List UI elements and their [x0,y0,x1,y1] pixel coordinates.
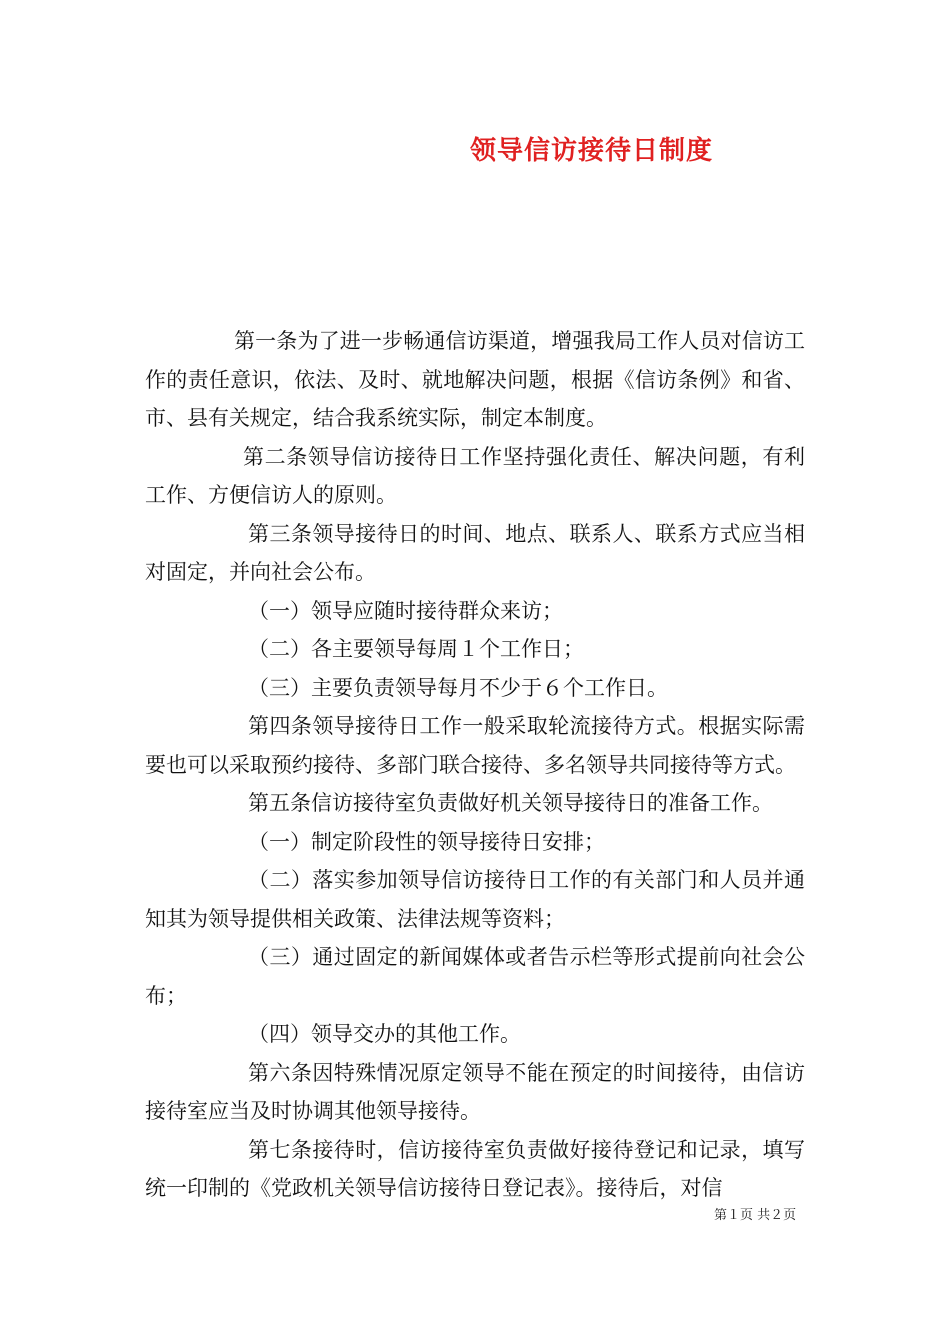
paragraph-article-4: 第四条领导接待日工作一般采取轮流接待方式。根据实际需要也可以采取预约接待、多部门联合接待、多名领导共同接待等方式。 [145,714,805,777]
list-item-3-2: （二）各主要领导每周１个工作日； [248,637,584,661]
paragraph-article-3: 第三条领导接待日的时间、地点、联系人、联系方式应当相对固定，并向社会公布。 [145,521,805,584]
list-item-3-3: （三）主要负责领导每月不少于６个工作日。 [248,675,668,700]
list-item-5-3: （三）通过固定的新闻媒体或者告示栏等形式提前向社会公布； [145,945,805,1008]
list-item-5-1: （一）制定阶段性的领导接待日安排； [248,829,605,854]
paragraph-article-6: 第六条因特殊情况原定领导不能在预定的时间接待，由信访接待室应当及时协调其他领导接待。 [145,1060,805,1123]
list-item-5-4: （四）领导交办的其他工作。 [248,1022,521,1046]
page-number-footer: 第１页 共２页 [714,1208,797,1223]
list-item-5-2: （二）落实参加领导信访接待日工作的有关部门和人员并通知其为领导提供相关政策、法律法规等资料； [145,868,805,931]
paragraph-article-7: 第七条接待时，信访接待室负责做好接待登记和记录，填写统一印制的《党政机关领导信访接待日登记表》。接待后，对信 [145,1137,805,1200]
list-item-3-1: （一）领导应随时接待群众来访； [248,598,563,623]
paragraph-article-2: 第二条领导信访接待日工作坚持强化责任、解决问题，有利工作、方便信访人的原则。 [145,444,805,507]
paragraph-article-1: 第一条为了进一步畅通信访渠道，增强我局工作人员对信访工作的责任意识，依法、及时、就地解决问题，根据《信访条例》和省、市、县有关规定，结合我系统实际，制定本制度。 [145,329,805,430]
document-body [145,322,805,1208]
paragraph-article-5: 第五条信访接待室负责做好机关领导接待日的准备工作。 [248,791,773,815]
document-title: 领导信访接待日制度 [470,136,714,166]
